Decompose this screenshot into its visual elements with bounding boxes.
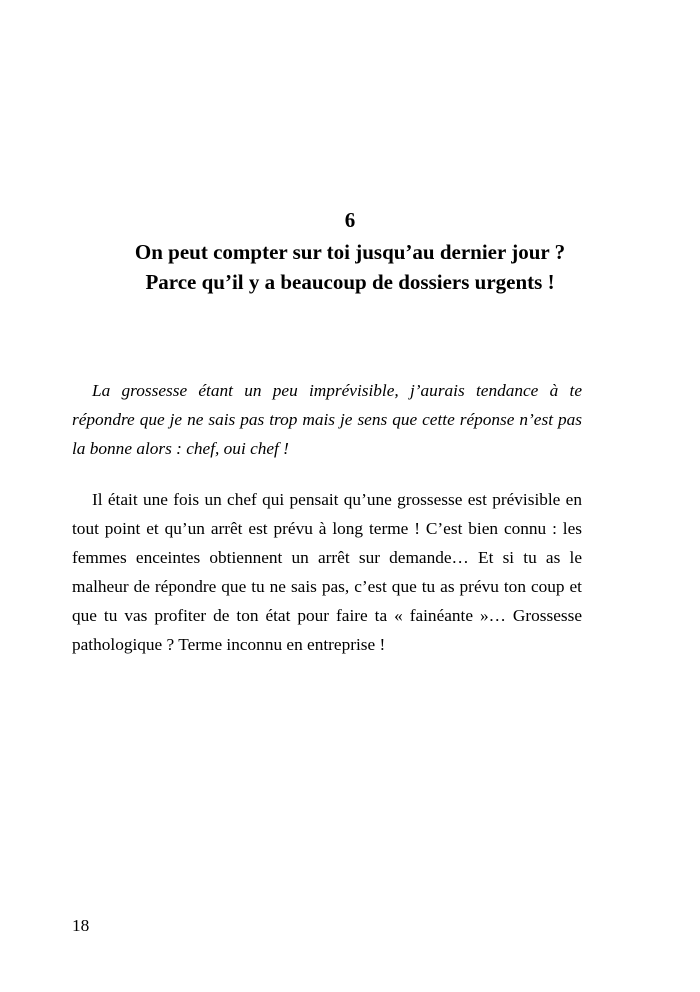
chapter-number: 6 bbox=[344, 208, 356, 232]
body-paragraph-text: Il était une fois un chef qui pensait qu’une grossesse est prévisible en tout point et qu’un arrêt est prévu à long terme ! C’est bien connu : les femmes enceintes obtiennent un arrêt sur demande… Et si tu as le malheur de répondre que tu ne sais pas, c’est que tu as prévu ton coup et que tu vas profiter de ton état pour faire ta « fainéante »… Grossesse pathologique ? Terme inconnu en entreprise ! bbox=[72, 490, 582, 654]
chapter-title-line-2: Parce qu’il y a beaucoup de dossiers urgents ! bbox=[145, 270, 555, 294]
epigraph-paragraph bbox=[72, 376, 582, 463]
chapter-heading bbox=[60, 205, 640, 297]
page-number: 18 bbox=[72, 916, 90, 935]
epigraph-text: La grossesse étant un peu imprévisible, j’aurais tendance à te répondre que je ne sais pas trop mais je sens que cette réponse n’est pas la bonne alors : chef, oui chef ! bbox=[72, 381, 582, 458]
chapter-title-line-1: On peut compter sur toi jusqu’au dernier jour ? bbox=[134, 240, 566, 264]
body-paragraph bbox=[72, 485, 582, 659]
chapter-title bbox=[60, 237, 640, 297]
